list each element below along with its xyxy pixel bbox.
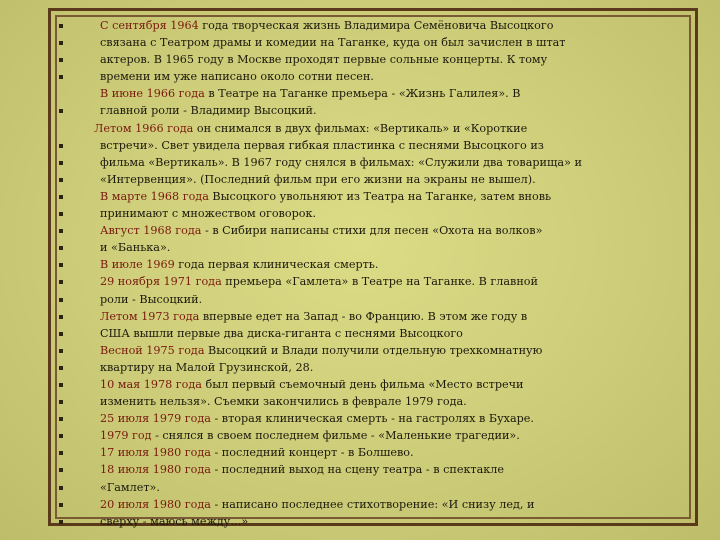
line-body: главной роли - Владимир Высоцкий. (100, 104, 317, 118)
text-line (56, 376, 690, 393)
line-body: квартиру на Малой Грузинской, 28. (100, 360, 314, 374)
line-body: был первый съемочный день фильма «Место встречи (201, 377, 524, 391)
line-text (100, 479, 160, 496)
bullet-icon (59, 161, 63, 165)
date-highlight: 1979 год (100, 429, 152, 443)
text-line (56, 342, 690, 359)
line-text (100, 256, 378, 273)
line-body: «Интервенция». (Последний фильм при его жизни на экраны не вышел). (100, 172, 536, 186)
line-body: времени им уже написано около сотни песен. (100, 70, 374, 84)
text-line (56, 444, 690, 461)
text-line (56, 273, 690, 290)
line-body: - в Сибири написаны стихи для песен «Охота на волков» (201, 224, 543, 238)
line-body: года творческая жизнь Владимира Семёновича Высоцкого (198, 19, 554, 32)
bullet-icon (59, 366, 63, 370)
bullet-icon (59, 468, 63, 472)
bullet-icon (59, 315, 63, 319)
bullet-icon (59, 41, 63, 45)
line-text (100, 393, 467, 410)
text-line (56, 188, 690, 205)
date-highlight: Весной 1975 года (100, 343, 205, 357)
date-highlight: 20 июля 1980 года (100, 497, 211, 511)
date-highlight: В июне 1966 года (100, 87, 205, 101)
bullet-icon (59, 486, 63, 490)
line-text (100, 444, 414, 461)
line-body: премьера «Гамлета» в Театре на Таганке. В главной (221, 275, 538, 289)
line-body: - написано последнее стихотворение: «И снизу лед, и (210, 497, 535, 511)
date-highlight: 25 июля 1979 года (100, 412, 211, 426)
line-text (100, 239, 170, 256)
date-highlight: В июле 1969 (100, 258, 175, 272)
bullet-icon (59, 229, 63, 233)
text-line (56, 359, 690, 376)
text-line (56, 291, 690, 308)
line-body: и «Банька». (100, 241, 171, 255)
line-body: «Гамлет». (100, 480, 160, 494)
text-line (56, 239, 690, 256)
line-text (100, 68, 374, 85)
line-text (100, 513, 248, 530)
bullet-icon (59, 58, 63, 62)
bullet-icon (59, 332, 63, 336)
line-body: он снимался в двух фильмах: «Вертикаль» и «Короткие (193, 121, 528, 135)
text-line (56, 308, 690, 325)
line-text (100, 85, 521, 102)
line-text (100, 308, 527, 325)
line-body: связана с Театром драмы и комедии на Таганке, куда он был зачислен в штат (100, 36, 566, 50)
line-text (100, 154, 582, 171)
text-line (56, 427, 690, 444)
bullet-icon (59, 144, 63, 148)
line-text (100, 376, 524, 393)
bullet-icon (59, 109, 63, 113)
text-line (56, 68, 690, 85)
text-line (56, 205, 690, 222)
line-body: встречи». Свет увидела первая гибкая пластинка с песнями Высоцкого из (100, 138, 544, 152)
text-line (56, 154, 690, 171)
text-line (56, 34, 690, 51)
date-highlight: Летом 1973 года (100, 309, 200, 323)
line-text (100, 188, 551, 205)
bullet-icon (59, 212, 63, 216)
text-line (56, 256, 690, 273)
line-text (100, 325, 463, 342)
bullet-icon (59, 263, 63, 267)
bullet-icon (59, 178, 63, 182)
line-text (100, 342, 542, 359)
bullet-icon (59, 451, 63, 455)
line-text (100, 496, 534, 513)
line-text (100, 51, 547, 68)
date-highlight: 10 мая 1978 года (100, 377, 202, 391)
bullet-icon (59, 520, 63, 524)
line-body: Высоцкий и Влади получили отдельную трехкомнатную (204, 343, 543, 357)
line-body: сверху - маюсь между…» (100, 514, 249, 528)
bullet-icon (59, 280, 63, 284)
text-line (56, 171, 690, 188)
text-line (56, 120, 690, 137)
text-line (56, 85, 690, 102)
line-body: - последний выход на сцену театра - в спектакле (210, 463, 505, 477)
line-text (100, 171, 536, 188)
biography-text (56, 17, 690, 530)
bullet-icon (59, 195, 63, 199)
line-text (100, 102, 317, 119)
text-line (56, 17, 690, 34)
line-text (100, 410, 534, 427)
bullet-icon (59, 24, 63, 28)
text-line (56, 496, 690, 513)
line-text (94, 120, 527, 137)
date-highlight: 17 июля 1980 года (100, 446, 211, 460)
line-body: изменить нельзя». Съемки закончились в феврале 1979 года. (100, 395, 467, 409)
line-body: - вторая клиническая смерть - на гастролях в Бухаре. (210, 412, 534, 426)
line-body: в Театре на Таганке премьера - «Жизнь Галилея». В (204, 87, 521, 101)
text-line (56, 222, 690, 239)
text-line (56, 393, 690, 410)
text-line (56, 137, 690, 154)
date-highlight: С сентября 1964 (100, 19, 199, 32)
line-text (100, 359, 313, 376)
bullet-icon (59, 75, 63, 79)
text-line (56, 513, 690, 530)
line-body: впервые едет на Запад - во Францию. В этом же году в (199, 309, 528, 323)
line-body: Высоцкого увольняют из Театра на Таганке, затем вновь (208, 189, 552, 203)
bullet-icon (59, 349, 63, 353)
bullet-icon (59, 383, 63, 387)
date-highlight: Август 1968 года (100, 224, 202, 238)
text-line (56, 410, 690, 427)
line-text (100, 137, 544, 154)
line-text (100, 273, 538, 290)
date-highlight: Летом 1966 года (94, 121, 194, 135)
line-body: США вышли первые два диска-гиганта с песнями Высоцкого (100, 326, 463, 340)
text-line (56, 461, 690, 478)
line-text (100, 291, 202, 308)
line-text (100, 17, 553, 34)
bullet-icon (59, 298, 63, 302)
line-body: актеров. В 1965 году в Москве проходят первые сольные концерты. К тому (100, 53, 548, 67)
line-text (100, 427, 520, 444)
line-body: - снялся в своем последнем фильме - «Маленькие трагедии». (151, 429, 520, 443)
text-line (56, 479, 690, 496)
bullet-icon (59, 400, 63, 404)
bullet-icon (59, 503, 63, 507)
line-text (100, 461, 504, 478)
line-text (100, 205, 316, 222)
text-line (56, 102, 690, 119)
line-body: роли - Высоцкий. (100, 292, 203, 306)
line-body: фильма «Вертикаль». В 1967 году снялся в фильмах: «Служили два товарища» и (100, 155, 582, 169)
line-text (100, 34, 566, 51)
text-line (56, 51, 690, 68)
date-highlight: 18 июля 1980 года (100, 463, 211, 477)
line-body: года первая клиническая смерть. (174, 258, 379, 272)
text-line (56, 325, 690, 342)
line-text (100, 222, 542, 239)
date-highlight: 29 ноября 1971 года (100, 275, 222, 289)
bullet-icon (59, 246, 63, 250)
bullet-icon (59, 417, 63, 421)
line-body: принимают с множеством оговорок. (100, 207, 317, 221)
line-body: - последний концерт - в Болшево. (210, 446, 414, 460)
bullet-icon (59, 434, 63, 438)
date-highlight: В марте 1968 года (100, 189, 209, 203)
